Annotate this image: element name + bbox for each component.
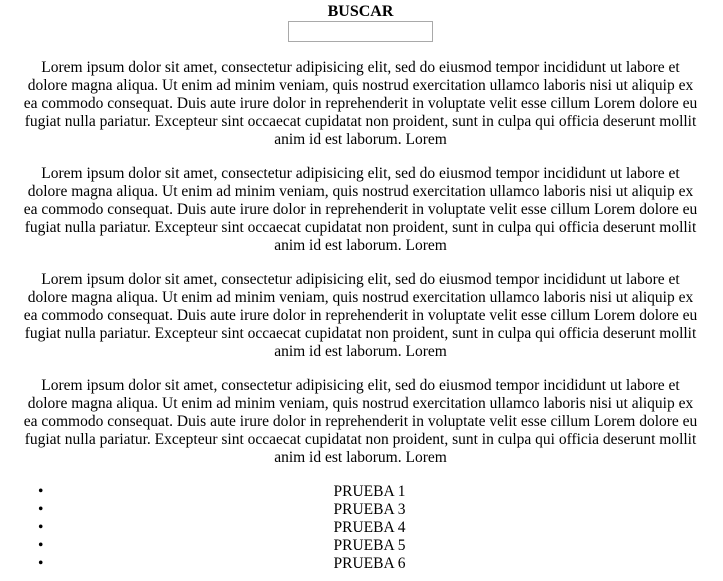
list-item-label: PRUEBA 3 <box>333 501 406 518</box>
paragraph-4: Lorem ipsum dolor sit amet, consectetur adipisicing elit, sed do eiusmod tempor incididunt ut labore et dolore magna aliqua. Ut enim ad minim veniam, quis nostrud exercitation ullamco laboris nisi ut aliquip ex ea commodo consequat. Duis aute irure dolor in reprehenderit in voluptate velit esse cillum Lorem dolore eu fugiat nulla pariatur. Excepteur sint occaecat cupidatat non proident, sunt in culpa qui officia deserunt mollit anim id est laborum. Lorem <box>23 377 698 466</box>
search-input[interactable] <box>288 21 433 42</box>
paragraph-2: Lorem ipsum dolor sit amet, consectetur adipisicing elit, sed do eiusmod tempor incididunt ut labore et dolore magna aliqua. Ut enim ad minim veniam, quis nostrud exercitation ullamco laboris nisi ut aliquip ex ea commodo consequat. Duis aute irure dolor in reprehenderit in voluptate velit esse cillum Lorem dolore eu fugiat nulla pariatur. Excepteur sint occaecat cupidatat non proident, sunt in culpa qui officia deserunt mollit anim id est laborum. Lorem <box>23 165 698 254</box>
bullet-icon: • <box>38 483 44 500</box>
list-item-label: PRUEBA 1 <box>333 483 406 500</box>
list-item-label: PRUEBA 4 <box>333 519 406 536</box>
paragraph-3: Lorem ipsum dolor sit amet, consectetur adipisicing elit, sed do eiusmod tempor incididunt ut labore et dolore magna aliqua. Ut enim ad minim veniam, quis nostrud exercitation ullamco laboris nisi ut aliquip ex ea commodo consequat. Duis aute irure dolor in reprehenderit in voluptate velit esse cillum Lorem dolore eu fugiat nulla pariatur. Excepteur sint occaecat cupidatat non proident, sunt in culpa qui officia deserunt mollit anim id est laborum. Lorem <box>23 271 698 360</box>
paragraph-1: Lorem ipsum dolor sit amet, consectetur adipisicing elit, sed do eiusmod tempor incididunt ut labore et dolore magna aliqua. Ut enim ad minim veniam, quis nostrud exercitation ullamco laboris nisi ut aliquip ex ea commodo consequat. Duis aute irure dolor in reprehenderit in voluptate velit esse cillum Lorem dolore eu fugiat nulla pariatur. Excepteur sint occaecat cupidatat non proident, sunt in culpa qui officia deserunt mollit anim id est laborum. Lorem <box>23 59 698 148</box>
list-item <box>38 537 701 555</box>
list-item <box>38 555 701 573</box>
bullet-icon: • <box>38 501 44 518</box>
list-item <box>38 519 701 537</box>
bullet-icon: • <box>38 519 44 536</box>
list-item-label: PRUEBA 6 <box>333 555 406 572</box>
list-item <box>38 501 701 519</box>
search-title: BUSCAR <box>327 3 394 20</box>
list-item <box>38 483 701 501</box>
items-list <box>20 483 701 573</box>
bullet-icon: • <box>38 555 44 572</box>
list-item-label: PRUEBA 5 <box>333 537 406 554</box>
bullet-icon: • <box>38 537 44 554</box>
